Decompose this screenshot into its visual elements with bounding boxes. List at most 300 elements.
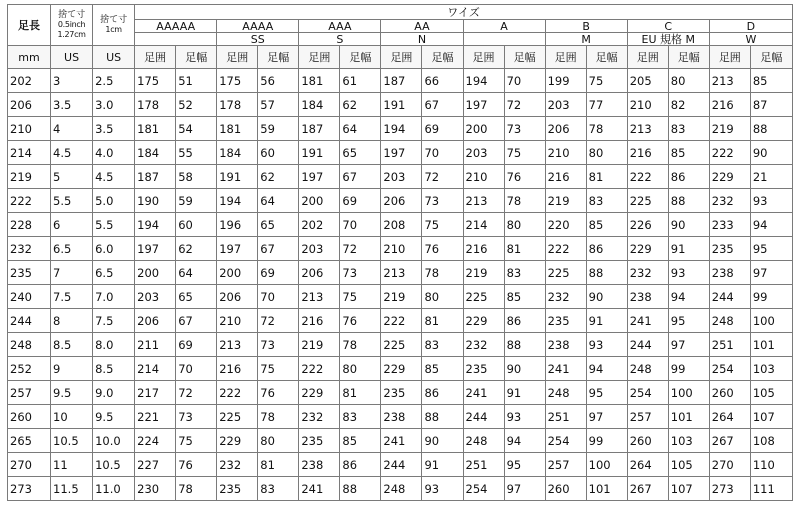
table-cell: 21 (750, 165, 792, 189)
table-cell: 94 (750, 213, 792, 237)
table-cell: 194 (381, 117, 422, 141)
table-cell: 5.5 (51, 189, 93, 213)
width-header-cell: 足幅 (668, 46, 709, 69)
table-cell: 233 (709, 213, 750, 237)
table-cell: 225 (463, 285, 504, 309)
table-row (8, 309, 793, 333)
table-cell: 197 (463, 93, 504, 117)
table-cell: 76 (340, 309, 381, 333)
table-cell: 244 (627, 333, 668, 357)
table-cell: 181 (217, 117, 258, 141)
table-row (8, 381, 793, 405)
table-cell: 75 (176, 429, 217, 453)
table-cell: 65 (176, 285, 217, 309)
width-header-cell: 足幅 (258, 46, 299, 69)
table-cell: 251 (463, 453, 504, 477)
unit-us-1: US (51, 46, 93, 69)
table-cell: 103 (750, 357, 792, 381)
table-cell: 75 (340, 285, 381, 309)
table-cell: 72 (340, 237, 381, 261)
size-table (7, 4, 793, 501)
table-cell: 229 (299, 381, 340, 405)
table-cell: 257 (627, 405, 668, 429)
table-cell: 213 (627, 117, 668, 141)
table-cell: 206 (135, 309, 176, 333)
table-cell: 72 (176, 381, 217, 405)
table-cell: 93 (586, 333, 627, 357)
table-cell: 76 (504, 165, 545, 189)
table-cell: 78 (422, 261, 463, 285)
table-cell: 210 (627, 93, 668, 117)
table-cell: 5.0 (93, 189, 135, 213)
table-cell: 251 (709, 333, 750, 357)
table-cell: 257 (8, 381, 51, 405)
table-cell: 88 (586, 261, 627, 285)
size-table-body (8, 69, 793, 501)
shoe-size-chart (7, 4, 793, 501)
table-cell: 254 (627, 381, 668, 405)
table-cell: 219 (545, 189, 586, 213)
table-cell: 57 (258, 93, 299, 117)
table-cell: 251 (545, 405, 586, 429)
table-cell: 222 (299, 357, 340, 381)
table-cell: 82 (668, 93, 709, 117)
table-cell: 248 (627, 357, 668, 381)
table-cell: 224 (135, 429, 176, 453)
allowance-1cm-header (93, 5, 135, 46)
table-cell: 244 (8, 309, 51, 333)
table-cell: 5.5 (93, 213, 135, 237)
width-header-cell: 足幅 (340, 46, 381, 69)
table-row (8, 237, 793, 261)
table-cell: 217 (135, 381, 176, 405)
table-cell: 187 (299, 117, 340, 141)
table-cell: 83 (422, 333, 463, 357)
table-cell: 222 (217, 381, 258, 405)
table-cell: 206 (545, 117, 586, 141)
table-cell: 72 (258, 309, 299, 333)
table-cell: 270 (8, 453, 51, 477)
table-cell: 219 (709, 117, 750, 141)
table-cell: 87 (750, 93, 792, 117)
table-cell: 78 (258, 405, 299, 429)
table-cell: 100 (750, 309, 792, 333)
table-cell: 94 (668, 285, 709, 309)
table-cell: 11 (51, 453, 93, 477)
table-cell: 91 (504, 381, 545, 405)
table-cell: 86 (586, 237, 627, 261)
table-cell: 94 (504, 429, 545, 453)
table-cell: 197 (135, 237, 176, 261)
table-cell: 190 (135, 189, 176, 213)
table-cell: 206 (217, 285, 258, 309)
table-cell: 227 (135, 453, 176, 477)
width-group-c: C (627, 20, 709, 33)
table-cell: 10 (51, 405, 93, 429)
table-cell: 51 (176, 69, 217, 93)
table-row (8, 261, 793, 285)
table-cell: 216 (709, 93, 750, 117)
table-cell: 214 (463, 213, 504, 237)
table-cell: 184 (217, 141, 258, 165)
table-cell: 210 (381, 237, 422, 261)
table-row (8, 117, 793, 141)
table-cell: 244 (709, 285, 750, 309)
table-cell: 91 (668, 237, 709, 261)
table-cell: 111 (750, 477, 792, 501)
table-cell: 219 (463, 261, 504, 285)
table-cell: 60 (176, 213, 217, 237)
table-cell: 235 (217, 477, 258, 501)
table-cell: 99 (750, 285, 792, 309)
table-cell: 254 (463, 477, 504, 501)
table-cell: 203 (545, 93, 586, 117)
table-cell: 3.5 (51, 93, 93, 117)
table-cell: 238 (299, 453, 340, 477)
table-cell: 216 (299, 309, 340, 333)
table-cell: 210 (545, 141, 586, 165)
table-cell: 206 (8, 93, 51, 117)
table-cell: 197 (299, 165, 340, 189)
table-header (8, 5, 793, 69)
table-row (8, 141, 793, 165)
table-cell: 73 (258, 333, 299, 357)
table-cell: 221 (135, 405, 176, 429)
table-cell: 175 (217, 69, 258, 93)
table-cell: 241 (299, 477, 340, 501)
table-cell: 238 (627, 285, 668, 309)
table-cell: 213 (299, 285, 340, 309)
table-cell: 66 (422, 69, 463, 93)
table-cell: 226 (627, 213, 668, 237)
table-cell: 260 (709, 381, 750, 405)
table-cell: 229 (627, 237, 668, 261)
table-cell: 70 (504, 69, 545, 93)
table-cell: 70 (258, 285, 299, 309)
table-cell: 81 (422, 309, 463, 333)
allowance-cm-value: 1.27cm (57, 30, 86, 39)
table-cell: 70 (422, 141, 463, 165)
table-cell: 213 (381, 261, 422, 285)
table-cell: 216 (627, 141, 668, 165)
table-cell: 70 (176, 357, 217, 381)
table-cell: 81 (340, 381, 381, 405)
table-cell: 219 (8, 165, 51, 189)
table-cell: 100 (668, 381, 709, 405)
table-cell: 86 (422, 381, 463, 405)
width-sub-aaaa: SS (217, 33, 299, 46)
allowance-inch-header (51, 5, 93, 46)
width-header-cell: 足幅 (586, 46, 627, 69)
table-cell: 80 (504, 213, 545, 237)
table-cell: 75 (258, 357, 299, 381)
table-cell: 273 (8, 477, 51, 501)
allowance-1cm-title: 捨て寸 (100, 15, 128, 25)
table-cell: 67 (340, 165, 381, 189)
table-cell: 91 (586, 309, 627, 333)
table-cell: 77 (586, 93, 627, 117)
width-sub-b: M (545, 33, 627, 46)
table-cell: 214 (135, 357, 176, 381)
width-header-cell: 足幅 (176, 46, 217, 69)
table-cell: 83 (668, 117, 709, 141)
table-cell: 194 (135, 213, 176, 237)
table-cell: 75 (504, 141, 545, 165)
table-cell: 94 (586, 357, 627, 381)
table-cell: 95 (750, 237, 792, 261)
table-cell: 225 (381, 333, 422, 357)
width-sub-aaaaa (135, 33, 217, 46)
width-group-aa: AA (381, 20, 463, 33)
table-cell: 78 (586, 117, 627, 141)
table-cell: 70 (340, 213, 381, 237)
width-header-cell: 足幅 (422, 46, 463, 69)
table-cell: 240 (8, 285, 51, 309)
table-cell: 203 (463, 141, 504, 165)
table-cell: 232 (709, 189, 750, 213)
table-cell: 241 (627, 309, 668, 333)
table-cell: 4 (51, 117, 93, 141)
allowance-inch-title: 捨て寸 (58, 10, 86, 20)
table-cell: 81 (586, 165, 627, 189)
table-cell: 3.0 (93, 93, 135, 117)
table-cell: 72 (504, 93, 545, 117)
table-cell: 6.5 (93, 261, 135, 285)
table-cell: 208 (381, 213, 422, 237)
table-cell: 196 (217, 213, 258, 237)
table-cell: 222 (381, 309, 422, 333)
table-cell: 232 (627, 261, 668, 285)
table-cell: 93 (422, 477, 463, 501)
table-cell: 73 (340, 261, 381, 285)
table-cell: 80 (668, 69, 709, 93)
table-cell: 216 (463, 237, 504, 261)
foot-length-header: 足長 (8, 5, 51, 46)
width-sub-c: EU 規格 M (627, 33, 709, 46)
table-cell: 76 (258, 381, 299, 405)
table-row (8, 405, 793, 429)
width-sub-d: W (709, 33, 792, 46)
table-cell: 80 (586, 141, 627, 165)
table-cell: 178 (217, 93, 258, 117)
table-cell: 64 (176, 261, 217, 285)
table-cell: 7.5 (93, 309, 135, 333)
table-cell: 210 (217, 309, 258, 333)
table-cell: 248 (463, 429, 504, 453)
table-cell: 80 (258, 429, 299, 453)
table-cell: 86 (504, 309, 545, 333)
table-cell: 194 (217, 189, 258, 213)
girth-header: 足囲 (545, 46, 586, 69)
table-cell: 187 (381, 69, 422, 93)
table-cell: 103 (668, 429, 709, 453)
table-cell: 95 (586, 381, 627, 405)
width-group-d: D (709, 20, 792, 33)
table-cell: 202 (299, 213, 340, 237)
table-cell: 232 (217, 453, 258, 477)
table-cell: 67 (422, 93, 463, 117)
table-cell: 80 (340, 357, 381, 381)
table-cell: 85 (340, 429, 381, 453)
table-cell: 232 (545, 285, 586, 309)
table-cell: 200 (299, 189, 340, 213)
table-cell: 235 (709, 237, 750, 261)
table-row (8, 477, 793, 501)
width-header-cell: 足幅 (750, 46, 792, 69)
table-cell: 90 (586, 285, 627, 309)
table-cell: 85 (750, 69, 792, 93)
table-cell: 238 (545, 333, 586, 357)
table-row (8, 429, 793, 453)
table-cell: 184 (135, 141, 176, 165)
table-row (8, 213, 793, 237)
table-cell: 199 (545, 69, 586, 93)
table-cell: 76 (176, 453, 217, 477)
table-cell: 200 (135, 261, 176, 285)
table-cell: 229 (217, 429, 258, 453)
table-row (8, 453, 793, 477)
table-cell: 232 (299, 405, 340, 429)
unit-us-2: US (93, 46, 135, 69)
table-cell: 78 (340, 333, 381, 357)
width-group-aaaa: AAAA (217, 20, 299, 33)
table-cell: 222 (627, 165, 668, 189)
table-cell: 248 (545, 381, 586, 405)
table-cell: 203 (299, 237, 340, 261)
table-cell: 9.0 (93, 381, 135, 405)
table-cell: 252 (8, 357, 51, 381)
table-cell: 270 (709, 453, 750, 477)
table-cell: 225 (627, 189, 668, 213)
table-cell: 107 (668, 477, 709, 501)
table-cell: 206 (381, 189, 422, 213)
table-row (8, 165, 793, 189)
table-cell: 88 (668, 189, 709, 213)
table-cell: 58 (176, 165, 217, 189)
table-cell: 81 (504, 237, 545, 261)
table-cell: 90 (668, 213, 709, 237)
table-cell: 232 (463, 333, 504, 357)
table-cell: 8.0 (93, 333, 135, 357)
table-cell: 232 (8, 237, 51, 261)
table-cell: 72 (422, 165, 463, 189)
table-cell: 75 (422, 213, 463, 237)
table-cell: 254 (545, 429, 586, 453)
width-group-aaa: AAA (299, 20, 381, 33)
table-cell: 203 (381, 165, 422, 189)
table-cell: 4.0 (93, 141, 135, 165)
table-cell: 211 (135, 333, 176, 357)
table-cell: 62 (340, 93, 381, 117)
girth-header: 足囲 (135, 46, 176, 69)
table-cell: 107 (750, 405, 792, 429)
table-cell: 85 (422, 357, 463, 381)
table-cell: 105 (750, 381, 792, 405)
table-cell: 229 (463, 309, 504, 333)
table-cell: 241 (381, 429, 422, 453)
table-cell: 75 (586, 69, 627, 93)
table-cell: 73 (422, 189, 463, 213)
allowance-1cm-value: 1cm (105, 25, 122, 34)
table-cell: 99 (586, 429, 627, 453)
table-cell: 238 (709, 261, 750, 285)
table-cell: 101 (750, 333, 792, 357)
table-cell: 101 (668, 405, 709, 429)
table-cell: 83 (258, 477, 299, 501)
table-cell: 85 (586, 213, 627, 237)
width-header-cell: 足幅 (504, 46, 545, 69)
table-cell: 90 (750, 141, 792, 165)
table-cell: 191 (299, 141, 340, 165)
table-cell: 95 (668, 309, 709, 333)
table-cell: 62 (176, 237, 217, 261)
table-cell: 191 (381, 93, 422, 117)
table-cell: 69 (340, 189, 381, 213)
table-cell: 213 (463, 189, 504, 213)
table-cell: 2.5 (93, 69, 135, 93)
table-cell: 260 (8, 405, 51, 429)
table-cell: 9.5 (93, 405, 135, 429)
width-sub-aa: N (381, 33, 463, 46)
table-cell: 216 (217, 357, 258, 381)
table-cell: 69 (258, 261, 299, 285)
table-cell: 6.5 (51, 237, 93, 261)
table-cell: 230 (135, 477, 176, 501)
table-cell: 3 (51, 69, 93, 93)
table-cell: 260 (545, 477, 586, 501)
table-row (8, 285, 793, 309)
table-cell: 235 (381, 381, 422, 405)
table-cell: 99 (668, 357, 709, 381)
table-cell: 213 (709, 69, 750, 93)
table-row (8, 189, 793, 213)
table-cell: 73 (176, 405, 217, 429)
table-cell: 222 (709, 141, 750, 165)
table-cell: 200 (217, 261, 258, 285)
table-cell: 83 (504, 261, 545, 285)
table-cell: 88 (422, 405, 463, 429)
table-cell: 235 (545, 309, 586, 333)
table-cell: 65 (340, 141, 381, 165)
table-cell: 9.5 (51, 381, 93, 405)
table-cell: 88 (340, 477, 381, 501)
table-cell: 95 (504, 453, 545, 477)
table-cell: 7.0 (93, 285, 135, 309)
unit-mm: mm (8, 46, 51, 69)
table-cell: 83 (340, 405, 381, 429)
table-cell: 85 (504, 285, 545, 309)
table-cell: 205 (627, 69, 668, 93)
table-cell: 8 (51, 309, 93, 333)
table-cell: 216 (545, 165, 586, 189)
table-cell: 222 (8, 189, 51, 213)
table-row (8, 357, 793, 381)
table-cell: 67 (176, 309, 217, 333)
table-cell: 100 (586, 453, 627, 477)
table-row (8, 93, 793, 117)
table-cell: 69 (422, 117, 463, 141)
table-cell: 65 (258, 213, 299, 237)
table-cell: 5 (51, 165, 93, 189)
table-cell: 60 (258, 141, 299, 165)
girth-header: 足囲 (627, 46, 668, 69)
table-cell: 4.5 (93, 165, 135, 189)
table-cell: 93 (668, 261, 709, 285)
table-cell: 213 (217, 333, 258, 357)
width-sub-aaa: S (299, 33, 381, 46)
table-cell: 241 (545, 357, 586, 381)
table-cell: 54 (176, 117, 217, 141)
